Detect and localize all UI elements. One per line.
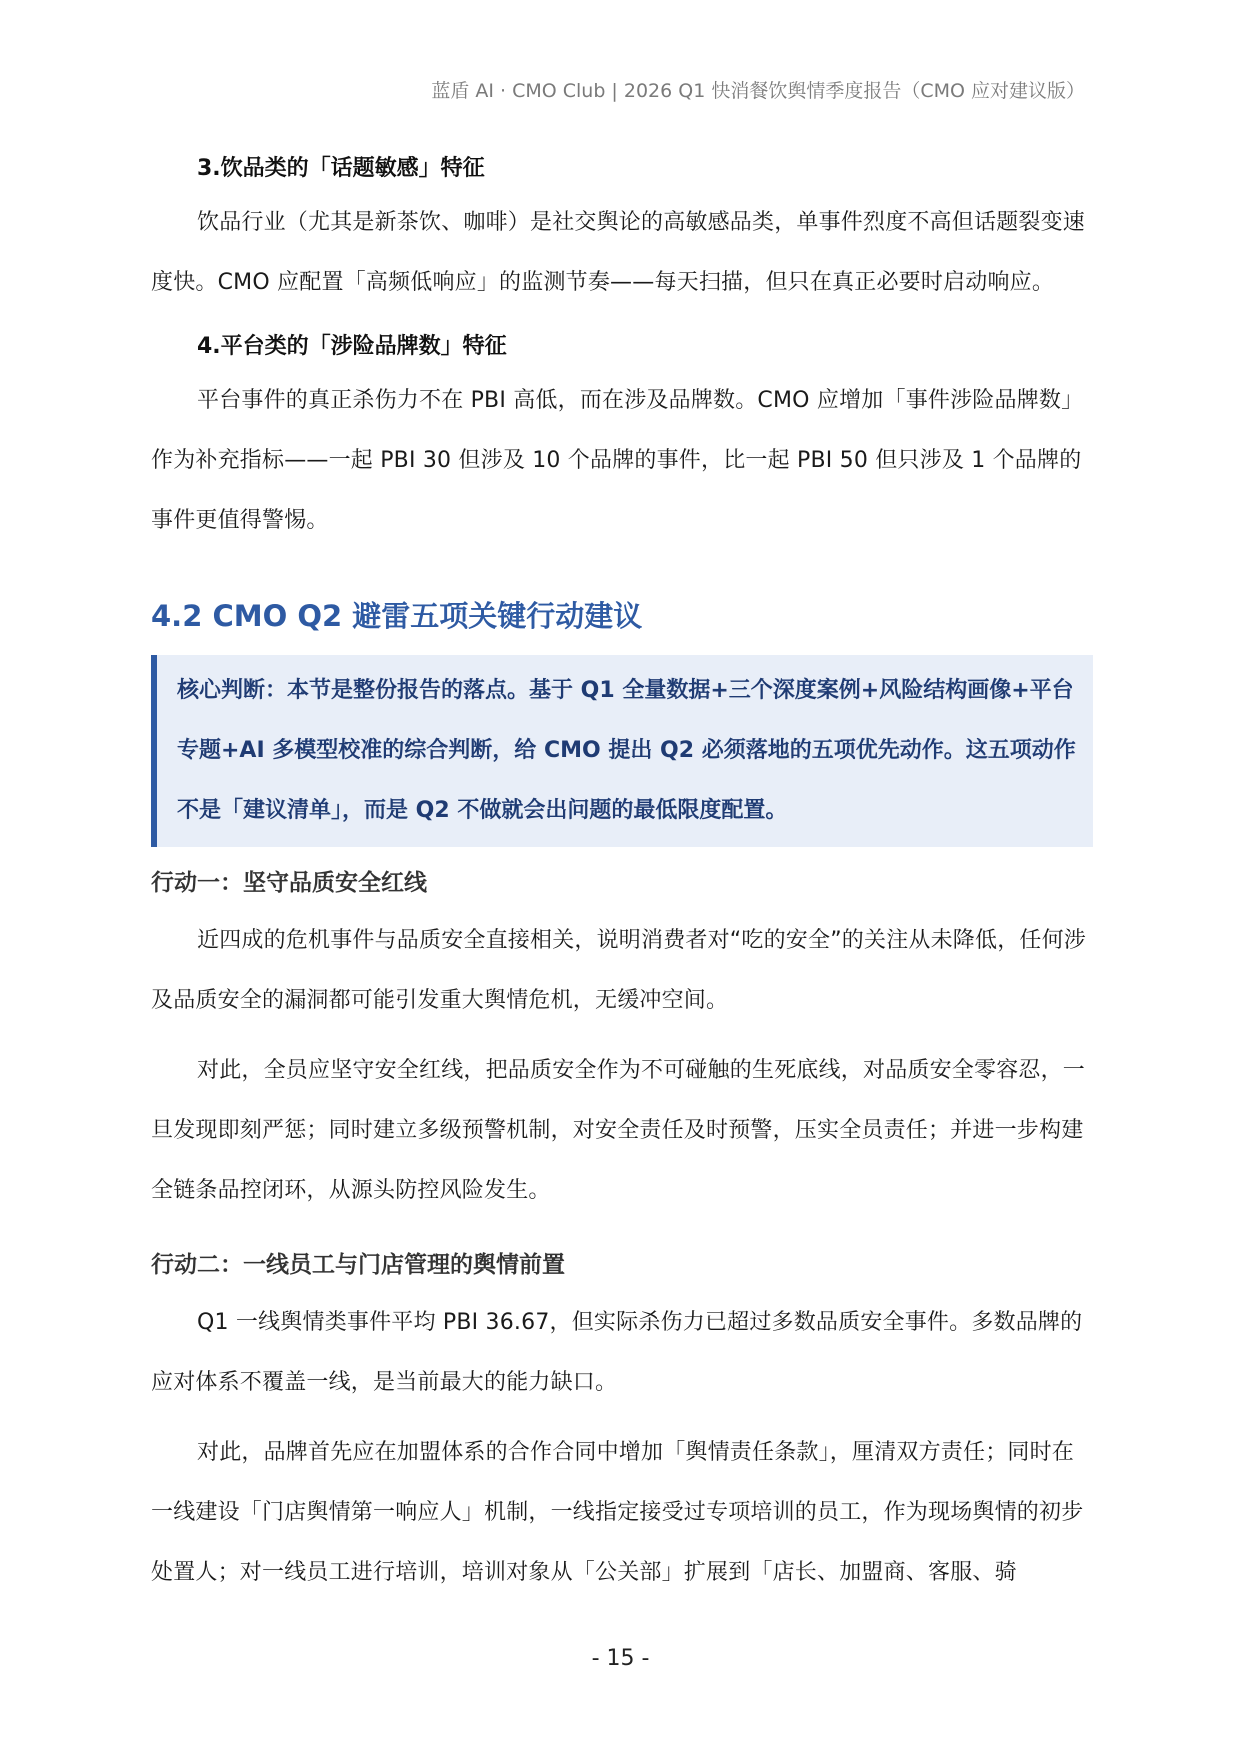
- feature3-body: 饮品行业（尤其是新茶饮、咖啡）是社交舆论的高敏感品类，单事件烈度不高但话题裂变速度快。CMO 应配置「高频低响应」的监测节奏——每天扫描，但只在真正必要时启动响应。: [151, 210, 1086, 295]
- running-header: 蓝盾 AI · CMO Club | 2026 Q1 快消餐饮舆情季度报告（CMO 应对建议版）: [431, 80, 1085, 102]
- key-judgment-callout: [151, 655, 1093, 847]
- action1-heading: 行动一：坚守品质安全红线: [151, 870, 427, 896]
- feature4-body: 平台事件的真正杀伤力不在 PBI 高低，而在涉及品牌数。CMO 应增加「事件涉险品牌数」作为补充指标——一起 PBI 30 但涉及 10 个品牌的事件，比一起 PBI 50 但只涉及 1 个品牌的事件更值得警惕。: [151, 388, 1084, 533]
- feature4-heading: 4.平台类的「涉险品牌数」特征: [197, 334, 507, 359]
- callout-text: 核心判断：本节是整份报告的落点。基于 Q1 全量数据+三个深度案例+风险结构画像+平台专题+AI 多模型校准的综合判断，给 CMO 提出 Q2 必须落地的五项优先动作。这五项动作不是「建议清单」，而是 Q2 不做就会出问题的最低限度配置。: [177, 678, 1076, 823]
- page-number: - 15 -: [591, 1646, 650, 1671]
- section-title: 4.2 CMO Q2 避雷五项关键行动建议: [151, 599, 643, 633]
- action2-heading: 行动二：一线员工与门店管理的舆情前置: [151, 1252, 565, 1278]
- action1-paragraph-1: 近四成的危机事件与品质安全直接相关，说明消费者对“吃的安全”的关注从未降低，任何涉及品质安全的漏洞都可能引发重大舆情危机，无缓冲空间。: [151, 928, 1086, 1013]
- feature3-heading: 3.饮品类的「话题敏感」特征: [197, 156, 485, 181]
- action2-paragraph-2: 对此，品牌首先应在加盟体系的合作合同中增加「舆情责任条款」，厘清双方责任；同时在一线建设「门店舆情第一响应人」机制，一线指定接受过专项培训的员工，作为现场舆情的初步处置人；对一线员工进行培训，培训对象从「公关部」扩展到「店长、加盟商、客服、骑: [151, 1440, 1084, 1585]
- action2-paragraph-1: Q1 一线舆情类事件平均 PBI 36.67，但实际杀伤力已超过多数品质安全事件。多数品牌的应对体系不覆盖一线，是当前最大的能力缺口。: [151, 1310, 1083, 1395]
- page-content: [151, 145, 1093, 1603]
- action1-paragraph-2: 对此，全员应坚守安全红线，把品质安全作为不可碰触的生死底线，对品质安全零容忍，一旦发现即刻严惩；同时建立多级预警机制，对安全责任及时预警，压实全员责任；并进一步构建全链条品控闭环，从源头防控风险发生。: [151, 1058, 1086, 1203]
